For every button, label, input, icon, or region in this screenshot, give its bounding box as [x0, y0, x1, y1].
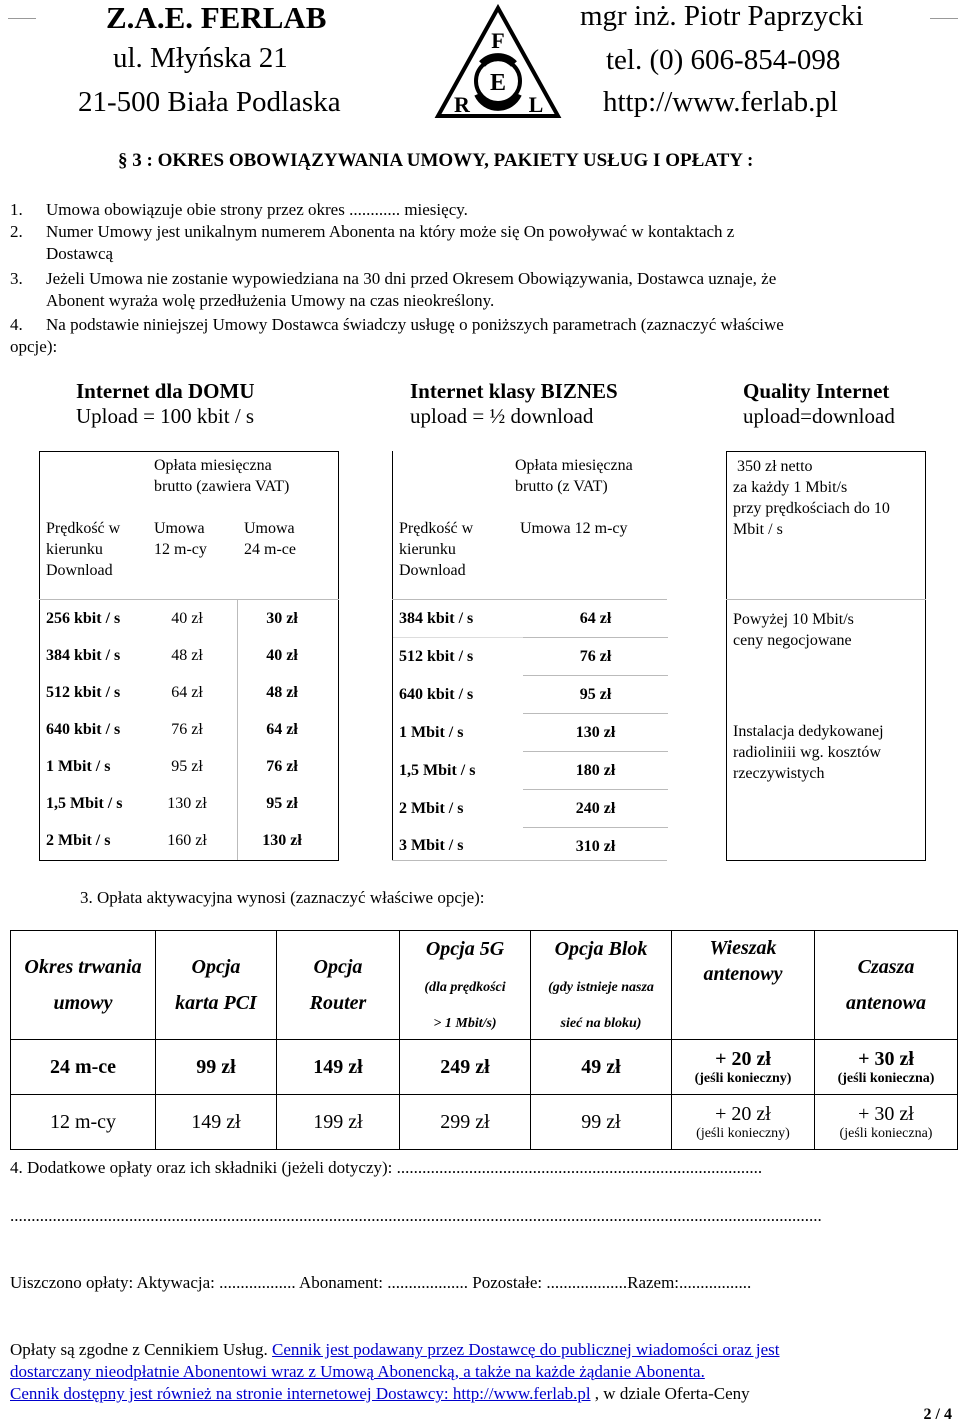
col-5g-l1: Opcja 5G [425, 938, 505, 960]
row-period: 24 m-ce [11, 1040, 156, 1095]
pricelist-link-3[interactable]: Cennik dostępny jest również na stronie internetowej Dostawcy: http://www.ferlab.pl [10, 1384, 591, 1403]
section-title: § 3 : OKRES OBOWIĄZYWANIA UMOWY, PAKIETY USŁUG I OPŁATY : [118, 150, 754, 171]
header-dash-left [8, 18, 36, 19]
home-price-24m: 76 zł [266, 757, 298, 775]
col-router-l1: Opcja [313, 956, 363, 978]
logo-letter-f: F [491, 28, 505, 53]
website-url: http://www.ferlab.pl [603, 86, 838, 118]
home-speed: 1 Mbit / s [46, 757, 111, 775]
home-price-24m: 130 zł [262, 831, 302, 849]
biz-price: 240 zł [523, 790, 668, 828]
home-price-12m: 130 zł [167, 794, 207, 812]
table-row [40, 711, 338, 748]
col-wieszak-header [672, 931, 815, 1040]
col-router-header [277, 931, 400, 1040]
biz-price: 180 zł [523, 752, 668, 790]
point-4-line1: Na podstawie niniejszej Umowy Dostawca świadczy usługę o poniższych parametrach (zaznaczyć właściwe [46, 315, 784, 334]
col-blok-l3: sieć na bloku) [560, 1016, 642, 1031]
col-period-l1: Okres trwania [24, 956, 142, 978]
table-row [40, 785, 338, 822]
home-speed: 384 kbit / s [46, 646, 121, 664]
quality-above-line1: Powyżej 10 Mbit/s [733, 611, 854, 628]
home-col-12m [154, 518, 207, 560]
home-fee-header-line2: brutto (zawiera VAT) [154, 478, 290, 495]
row-blok: 49 zł [531, 1040, 672, 1095]
biz-fee-header [515, 455, 633, 497]
footer-plain-3: , w dziale Oferta-Ceny [590, 1384, 750, 1403]
table-row [40, 748, 338, 785]
company-street: ul. Młyńska 21 [113, 42, 288, 74]
company-name: Z.A.E. FERLAB [106, 0, 327, 35]
biz-speed: 384 kbit / s [393, 600, 523, 638]
point-1-text: Umowa obowiązuje obie strony przez okres ............ miesięcy. [46, 200, 468, 219]
col-wieszak-l1: Wieszak [709, 937, 777, 959]
row-wieszak [672, 1040, 815, 1095]
col-pci-l1: Opcja [191, 956, 241, 978]
home-col-12m-line1: Umowa [154, 520, 205, 537]
biz-price: 64 zł [523, 600, 668, 638]
logo-letter-l: L [528, 92, 544, 117]
quality-install-line2: radioliniii wg. kosztów [733, 744, 881, 761]
biz-price: 130 zł [523, 714, 668, 752]
row-czasza-note: (jeśli konieczna) [839, 1125, 933, 1141]
point-2-number: 2. [10, 222, 23, 241]
point-3-number: 3. [10, 269, 23, 288]
biz-speed: 640 kbit / s [399, 685, 474, 703]
biz-speed-header-line2: kierunku [399, 541, 456, 558]
home-speed-header [46, 518, 120, 581]
home-speed: 1,5 Mbit / s [46, 794, 123, 812]
biz-speed: 2 Mbit / s [399, 799, 464, 817]
page-number: 2 / 4 [923, 1406, 952, 1423]
col-period-l2: umowy [53, 992, 113, 1014]
home-price-24m: 95 zł [266, 794, 298, 812]
home-rows [40, 600, 338, 859]
col-pci-header [156, 931, 277, 1040]
col-blok-l1: Opcja Blok [554, 938, 648, 960]
home-speed: 256 kbit / s [46, 609, 121, 627]
row-5g: 249 zł [400, 1040, 531, 1095]
row-wieszak-note: (jeśli konieczny) [696, 1125, 790, 1141]
point-2-line1: Numer Umowy jest unikalnym numerem Abonenta na który może się On powoływać w kontaktach z [46, 222, 735, 241]
biz-speed: 512 kbit / s [399, 647, 474, 665]
biz-price: 76 zł [523, 638, 668, 676]
biz-speed-header-line3: Download [399, 562, 466, 579]
table-row [393, 638, 668, 676]
row-czasza-price: + 30 zł [858, 1047, 914, 1070]
row-router: 199 zł [277, 1095, 400, 1150]
col-5g-l2: (dla prędkości [424, 980, 506, 995]
row-period: 12 m-cy [11, 1095, 156, 1150]
home-price-12m: 160 zł [167, 831, 207, 849]
col-5g-header [400, 931, 531, 1040]
home-price-24m: 48 zł [266, 683, 298, 701]
col-5g-l3: > 1 Mbit/s) [433, 1016, 497, 1031]
col-blok-header [531, 931, 672, 1040]
table-row [40, 822, 338, 859]
row-wieszak-price: + 20 zł [715, 1047, 771, 1070]
biz-fee-header-line1: Opłata miesięczna [515, 457, 633, 474]
point-1-number: 1. [10, 200, 23, 219]
col-blok-l2: (gdy istnieje nasza [548, 980, 654, 995]
quality-install-line3: rzeczywistych [733, 765, 825, 782]
col-czasza-header [815, 931, 958, 1040]
table-row [393, 790, 668, 828]
table-row [393, 714, 668, 752]
col-period-header [11, 931, 156, 1040]
quality-install-line1: Instalacja dedykowanej [733, 723, 884, 740]
footer-line3 [10, 1384, 750, 1404]
home-col-24m [244, 518, 296, 560]
pricelist-link-2[interactable]: dostarczany nieodpłatnie Abonentowi wraz z Umową Abonencką, a także na każde żądanie Abonenta. [10, 1362, 705, 1381]
biz-speed: 1,5 Mbit / s [399, 761, 476, 779]
table-row [40, 600, 338, 637]
quality-above-line2: ceny negocjowane [733, 632, 852, 649]
point-3-line1: Jeżeli Umowa nie zostanie wypowiedziana na 30 dni przed Okresem Obowiązywania, Dostawca uznaje, że [46, 269, 777, 288]
table-row [40, 637, 338, 674]
quality-above-10 [733, 609, 854, 651]
header-dash-right [930, 18, 958, 19]
footer-plain-1: Opłaty są zgodne z Cennikiem Usług. [10, 1340, 273, 1359]
company-city: 21-500 Biała Podlaska [78, 86, 341, 118]
row-czasza [815, 1040, 958, 1095]
plan-quality-upload: upload=download [743, 404, 895, 428]
plan-home-upload: Upload = 100 kbit / s [76, 404, 255, 428]
row-wieszak-note: (jeśli konieczny) [694, 1070, 792, 1086]
biz-fee-header-line2: brutto (z VAT) [515, 478, 608, 495]
home-price-24m: 64 zł [266, 720, 298, 738]
home-price-24m: 40 zł [266, 646, 298, 664]
home-price-12m: 95 zł [171, 757, 203, 775]
home-col-24m-line1: Umowa [244, 520, 295, 537]
activation-table [10, 930, 958, 1150]
table-row [40, 674, 338, 711]
home-speed: 512 kbit / s [46, 683, 121, 701]
biz-price: 95 zł [523, 676, 668, 714]
home-price-12m: 76 zł [171, 720, 203, 738]
col-wieszak-l2: antenowy [703, 963, 783, 985]
home-col-24m-line2: 24 m-ce [244, 541, 296, 558]
point-4-number: 4. [10, 315, 23, 334]
biz-speed-header [399, 518, 473, 581]
home-speed-header-line1: Prędkość w [46, 520, 121, 537]
owner-name: mgr inż. Piotr Paprzycki [580, 0, 864, 32]
point-3-line2: Abonent wyraża wolę przedłużenia Umowy na czas nieokreślony. [46, 291, 495, 310]
row-pci: 149 zł [156, 1095, 277, 1150]
ferlab-logo [432, 4, 564, 120]
home-price-12m: 64 zł [171, 683, 203, 701]
table-row [11, 931, 958, 1040]
row-czasza-note: (jeśli konieczna) [837, 1070, 935, 1086]
quality-price-line3: przy prędkościach do 10 [733, 500, 890, 517]
logo-letter-e: E [489, 70, 507, 96]
home-price-24m: 30 zł [266, 609, 298, 627]
row-5g: 299 zł [400, 1095, 531, 1150]
pricelist-link-1[interactable]: Cennik jest podawany przez Dostawcę do publicznej wiadomości oraz jest [272, 1340, 780, 1359]
biz-col-12m: Umowa 12 m-cy [520, 520, 628, 537]
biz-price: 310 zł [575, 837, 616, 855]
paid-fees-line: Uiszczono opłaty: Aktywacja: .................. Abonament: ................... Pozostałe: ...................Razem:................. [10, 1273, 752, 1292]
quality-installation [733, 721, 884, 784]
home-speed-header-line2: kierunku [46, 541, 103, 558]
row-czasza [815, 1095, 958, 1150]
home-speed-header-line3: Download [46, 562, 113, 579]
table-row [393, 600, 668, 638]
logo-letter-r: R [454, 92, 470, 117]
table-row [11, 1095, 958, 1150]
table-row [393, 828, 668, 866]
point-2-line2: Dostawcą [46, 244, 114, 263]
footer-line2 [10, 1362, 705, 1382]
home-price-12m: 40 zł [171, 609, 203, 627]
home-price-12m: 48 zł [171, 646, 203, 664]
biz-speed: 1 Mbit / s [399, 723, 464, 741]
row-czasza-price: + 30 zł [858, 1102, 914, 1125]
table-row [393, 752, 668, 790]
home-speed: 2 Mbit / s [46, 831, 111, 849]
extra-fees-line2: ............................................................................................................................................................................................... [10, 1206, 822, 1225]
plan-home-title: Internet dla DOMU [76, 379, 255, 403]
row-pci: 99 zł [156, 1040, 277, 1095]
footer-line1 [10, 1340, 780, 1360]
home-speed: 640 kbit / s [46, 720, 121, 738]
plan-quality-title: Quality Internet [743, 379, 890, 403]
quality-price-info [733, 456, 890, 540]
biz-speed-header-line1: Prędkość w [399, 520, 474, 537]
quality-price-line4: Mbit / s [733, 521, 783, 538]
home-fee-header [154, 455, 289, 497]
quality-price-line1: 350 zł netto [737, 458, 813, 475]
biz-rows [393, 600, 668, 865]
phone-number: tel. (0) 606-854-098 [606, 44, 841, 76]
home-fee-header-line1: Opłata miesięczna [154, 457, 272, 474]
row-blok: 99 zł [531, 1095, 672, 1150]
table-row [393, 676, 668, 714]
col-czasza-l1: Czasza [857, 956, 915, 978]
plan-business-upload: upload = ½ download [410, 404, 594, 428]
col-czasza-l2: antenowa [845, 992, 927, 1014]
row-router: 149 zł [277, 1040, 400, 1095]
col-pci-l2: karta PCI [175, 992, 257, 1014]
plan-business-title: Internet klasy BIZNES [410, 379, 618, 403]
home-col-12m-line2: 12 m-cy [154, 541, 207, 558]
row-wieszak [672, 1095, 815, 1150]
col-router-l2: Router [309, 992, 367, 1014]
activation-title: 3. Opłata aktywacyjna wynosi (zaznaczyć właściwe opcje): [80, 888, 485, 907]
quality-price-line2: za każdy 1 Mbit/s [733, 479, 848, 496]
extra-fees-line1: 4. Dodatkowe opłaty oraz ich składniki (jeżeli dotyczy): ...................................................................................... [10, 1158, 763, 1177]
biz-speed: 3 Mbit / s [399, 837, 464, 855]
point-4-line2: opcje): [10, 337, 58, 356]
table-row [11, 1040, 958, 1095]
row-wieszak-price: + 20 zł [715, 1102, 771, 1125]
